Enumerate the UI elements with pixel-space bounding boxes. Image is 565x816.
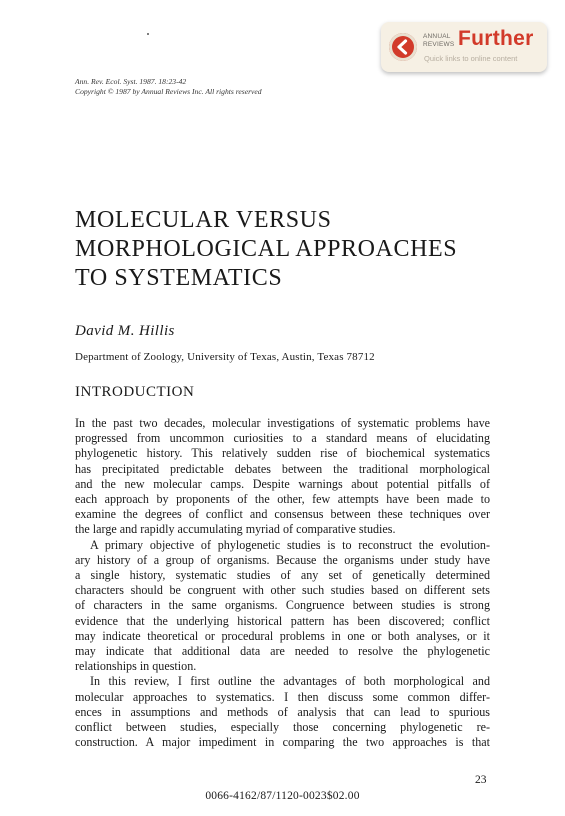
arrow-left-icon [389, 33, 417, 61]
text-line: In this review, I first outline the advantages of both morphological and [90, 674, 490, 689]
body-text [75, 416, 490, 750]
article-title [75, 206, 457, 293]
author-affiliation: Department of Zoology, University of Texas, Austin, Texas 78712 [75, 351, 375, 363]
copyright-line: Copyright © 1987 by Annual Reviews Inc. All rights reserved [75, 87, 262, 96]
text-line: may indicate theoretical or procedural problems in one or both analyses, or it [75, 628, 490, 643]
text-line: of characters in the same organisms. Congruence between studies is strong [75, 598, 490, 613]
text-line: conflict between studies, especially those concerning phylogenetic re- [75, 720, 490, 735]
text-line: a single history, systematic studies of any set of genetically determined [75, 568, 490, 583]
text-line: phylogenetic history. This relatively sudden rise of biochemical systematics [75, 446, 490, 461]
text-line: ences in assumptions and methods of analysis that can lead to spurious [75, 704, 490, 719]
badge-subtitle: Quick links to online content [424, 54, 518, 63]
badge-further-label: Further [458, 27, 534, 50]
text-line: has precipitated predictable debates between the traditional morphological [75, 461, 490, 476]
text-line: progressed from uncommon curiosities to a standard means of elucidating [75, 431, 490, 446]
paragraph [75, 674, 490, 750]
text-line: ary history of a group of organisms. Because the organisms under study have [75, 552, 490, 567]
text-line: A primary objective of phylogenetic studies is to reconstruct the evolution- [90, 537, 490, 552]
citation-line: Ann. Rev. Ecol. Syst. 1987. 18:23-42 [75, 77, 187, 86]
section-heading: INTRODUCTION [75, 384, 195, 400]
badge-publisher-label [423, 33, 455, 48]
title-line: MORPHOLOGICAL APPROACHES [75, 236, 458, 262]
badge-small-line: REVIEWS [423, 40, 455, 48]
footer-code: 0066-4162/87/1120-0023$02.00 [205, 790, 360, 802]
citation-block [75, 77, 262, 97]
badge-small-line: ANNUAL [423, 33, 451, 40]
text-line: evidence that the underlying historical pattern has been discovered; conflict [75, 613, 490, 628]
paragraph [75, 538, 490, 675]
text-line: characters should be congruent with other such studies based on different sets [75, 583, 490, 598]
text-line: In the past two decades, molecular investigations of systematic problems have [75, 416, 490, 430]
annual-reviews-further-badge[interactable] [381, 22, 547, 72]
text-line: molecular approaches to systematics. I then discuss some common differ- [75, 689, 490, 704]
page-number: 23 [475, 774, 487, 786]
text-line: and the new molecular camps. Despite warnings about potential pitfalls of [75, 476, 490, 491]
title-line: TO SYSTEMATICS [75, 265, 283, 291]
title-line: MOLECULAR VERSUS [75, 207, 332, 233]
text-line: the large and rapidly accumulating myriad of comparative studies. [75, 522, 396, 537]
text-line: construction. A major impediment in comparing the two approaches is that [75, 735, 490, 750]
author-name: David M. Hillis [75, 323, 175, 339]
paragraph [75, 416, 490, 538]
scan-speck [147, 33, 149, 35]
text-line: relationships in question. [75, 659, 197, 674]
text-line: may indicate that additional data are needed to resolve the phylogenetic [75, 644, 490, 659]
text-line: each approach by proponents of the other, few attempts have been made to [75, 492, 490, 507]
text-line: examine the degrees of conflict and consensus between these techniques over [75, 507, 490, 522]
